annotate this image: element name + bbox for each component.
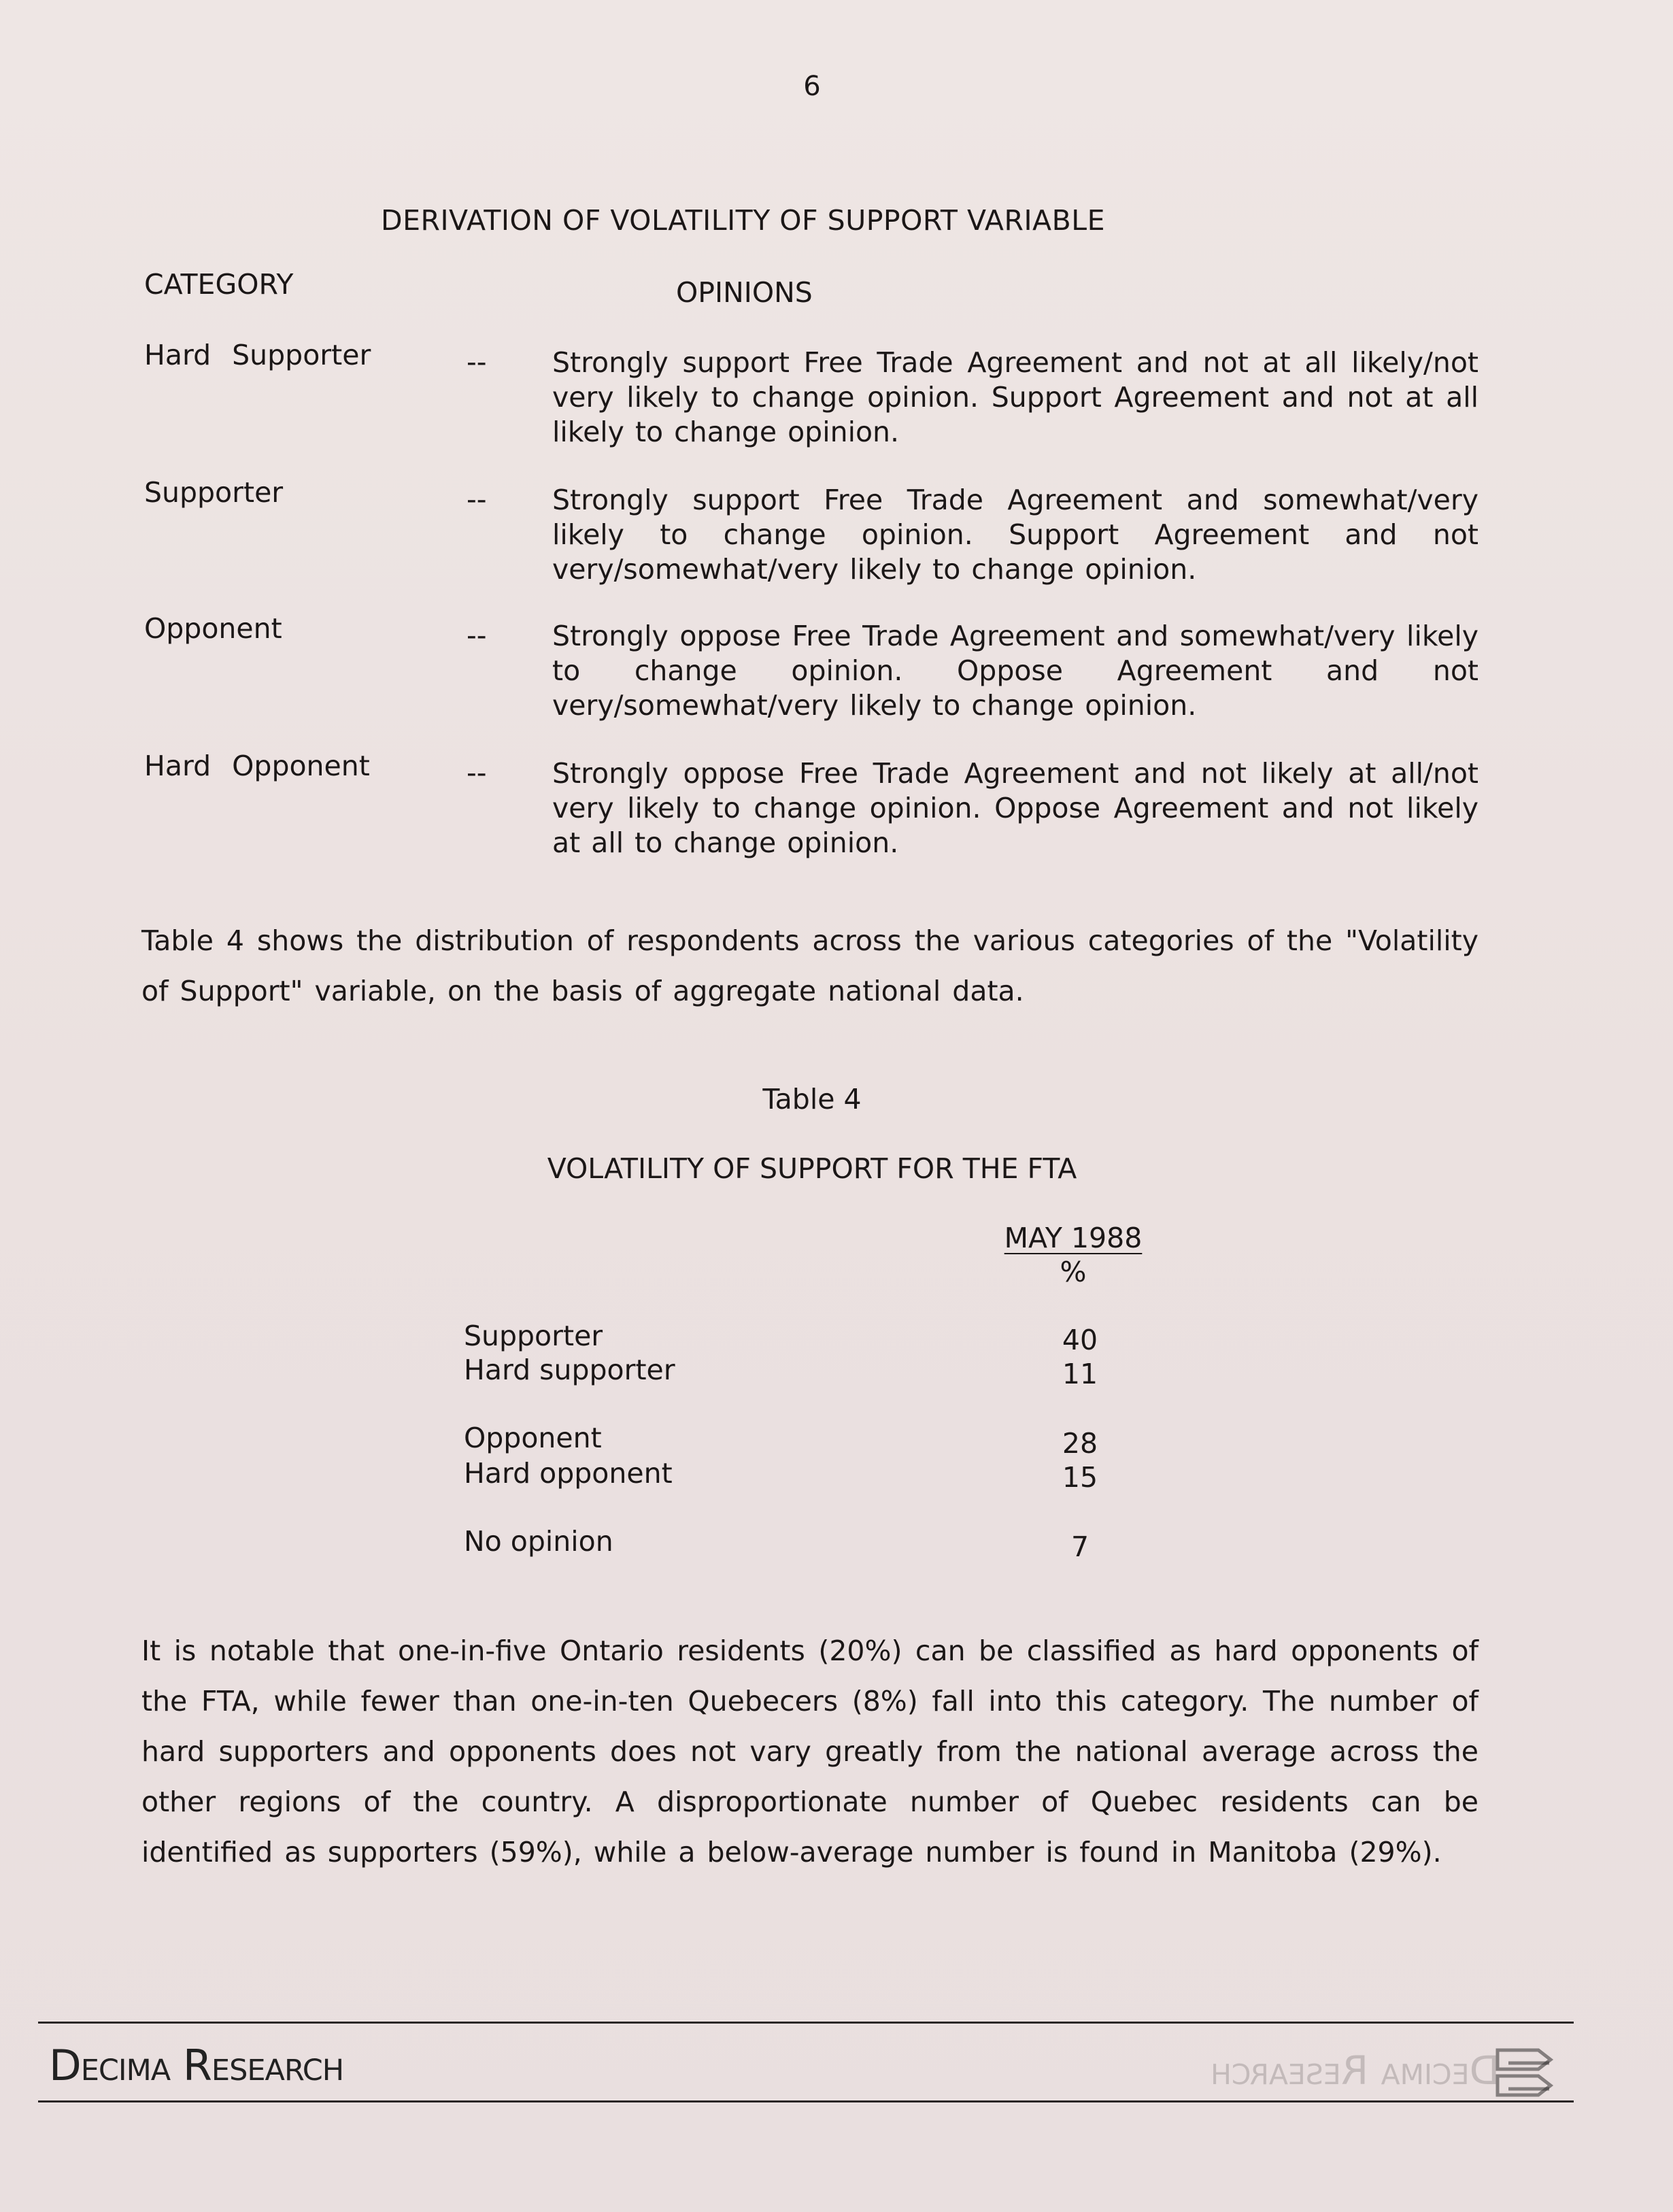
- category-label-hard-opponent: Hard Opponent: [144, 750, 370, 782]
- table-unit: %: [1060, 1256, 1087, 1288]
- category-dash: --: [467, 619, 487, 652]
- category-dash: --: [467, 346, 487, 378]
- decima-logo-icon: [1491, 2042, 1559, 2103]
- table-row-label-opponent: Opponent: [464, 1422, 602, 1454]
- section-title: DERIVATION OF VOLATILITY OF SUPPORT VARIABLE: [381, 204, 1105, 237]
- table-number: Table 4: [762, 1083, 862, 1116]
- table-row-value-no-opinion: 7: [1070, 1530, 1089, 1563]
- table-row-label-hard-supporter: Hard supporter: [464, 1354, 675, 1386]
- column-header-category: CATEGORY: [144, 268, 294, 301]
- column-header-opinions: OPINIONS: [676, 276, 813, 309]
- bleed-through-brand: Decima Research: [1211, 2047, 1500, 2094]
- page-number: 6: [803, 71, 821, 102]
- table-period-label: MAY 1988: [1004, 1222, 1143, 1254]
- intro-paragraph: Table 4 shows the distribution of respondents across the various categories of the "Volatility of Support" variable, on the basis of aggregate national data.: [141, 924, 1478, 1007]
- table-period-header: [985, 1222, 1162, 1254]
- category-dash: --: [467, 756, 487, 789]
- table-row-value-opponent: 28: [1062, 1427, 1098, 1460]
- category-definition-opponent: Strongly oppose Free Trade Agreement and somewhat/very likely to change opinion. Oppose Agreement and not very/somewhat/very likely to change opinion.: [552, 620, 1478, 722]
- category-dash: --: [467, 483, 487, 516]
- footer-rule-bottom: [38, 2100, 1574, 2102]
- table-row-label-supporter: Supporter: [464, 1320, 603, 1352]
- category-label-supporter: Supporter: [144, 476, 284, 509]
- table-row-value-hard-opponent: 15: [1062, 1461, 1098, 1494]
- closing-paragraph: It is notable that one-in-five Ontario residents (20%) can be classified as hard opponents of the FTA, while fewer than one-in-ten Quebecers (8%) fall into this category. The number of hard supporters and opponents does not vary greatly from the national average across the other regions of the country. A disproportionate number of Quebec residents can be identified as supporters (59%), while a below-average number is found in Manitoba (29%).: [141, 1635, 1478, 1869]
- footer-rule-top: [38, 2022, 1574, 2024]
- table-row-label-no-opinion: No opinion: [464, 1525, 613, 1558]
- table-row-label-hard-opponent: Hard opponent: [464, 1457, 673, 1490]
- category-definition-hard-opponent: Strongly oppose Free Trade Agreement and not likely at all/not very likely to change opinion. Oppose Agreement and not likely at all to change opinion.: [552, 757, 1478, 859]
- table-title: VOLATILITY OF SUPPORT FOR THE FTA: [547, 1152, 1077, 1185]
- category-label-hard-supporter: Hard Supporter: [144, 339, 371, 371]
- category-label-opponent: Opponent: [144, 612, 282, 645]
- category-definition-hard-supporter: Strongly support Free Trade Agreement and not at all likely/not very likely to change opinion. Support Agreement and not at all likely to change opinion.: [552, 346, 1478, 448]
- category-definition-supporter: Strongly support Free Trade Agreement and somewhat/very likely to change opinion. Support Agreement and not very/somewhat/very likely to change opinion.: [552, 484, 1478, 586]
- footer-brand: Decima Research: [49, 2041, 344, 2090]
- table-row-value-hard-supporter: 11: [1062, 1358, 1098, 1390]
- table-row-value-supporter: 40: [1062, 1324, 1098, 1356]
